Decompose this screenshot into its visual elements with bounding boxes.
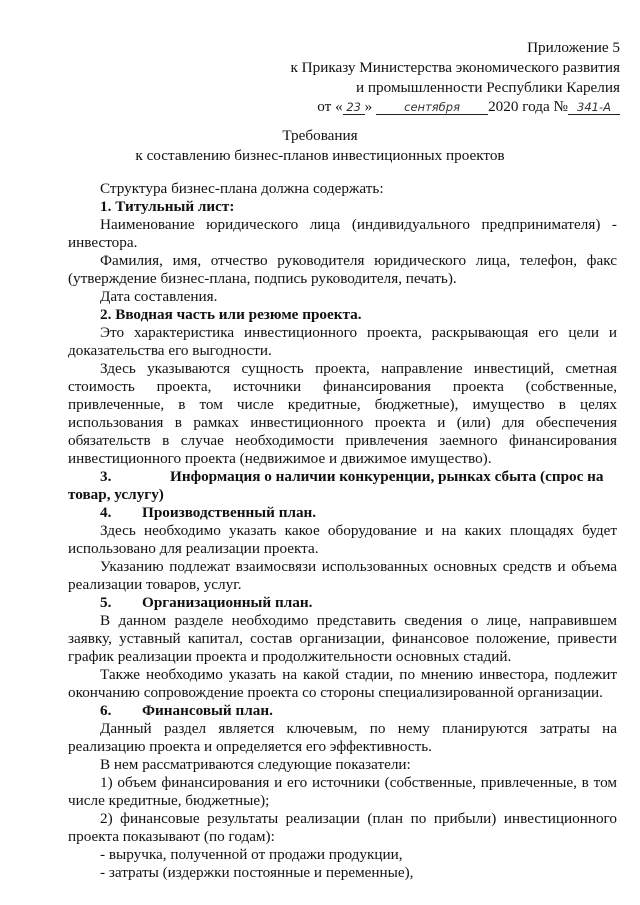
order-line-2: и промышленности Республики Карелия [356,79,620,96]
body-line: Также необходимо указать на какой стадии, по мнению инвестора, подлежит [100,666,617,683]
section-2-heading: 2. Вводная часть или резюме проекта. [100,306,362,323]
body-line: использования в рамках инвестиционного проекта и (или) для обеспечения [68,414,617,431]
section-3-number: 3. [100,468,112,485]
body-line: Здесь необходимо указать какое оборудование и на каких площадях будет [100,522,617,539]
body-line: Это характеристика инвестиционного проекта, раскрывающая его цели и [100,324,617,341]
body-line: стоимость проекта, источники финансирования проекта (собственные, [68,378,617,395]
section-1-heading: 1. Титульный лист: [100,198,235,215]
body-line: реализацию проекта и определяется его эффективность. [68,738,432,755]
date-mid: » [364,98,373,115]
body-line: (утверждение бизнес-плана, подпись руководителя, печать). [68,270,457,287]
handwritten-number: 341-А [568,100,620,115]
annex-label: Приложение 5 [527,39,620,56]
section-5-heading [100,594,617,612]
section-6-heading [100,702,617,720]
date-prefix: от « [317,98,343,115]
section-3-heading-cont: товар, услугу) [68,486,164,503]
body-line: реализации товаров, услуг. [68,576,242,593]
doc-title: Требования [282,127,358,144]
section-6-title: Финансовый план. [142,702,273,719]
section-4-title: Производственный план. [142,504,317,521]
list-item-cont: проекта показывают (по годам): [68,828,275,845]
list-item: 2) финансовые результаты реализации (план по прибыли) инвестиционного [100,810,617,827]
body-line: инвестиционного проекта (недвижимое и движимое имущество). [68,450,492,467]
list-item: 1) объем финансирования и его источники (собственные, привлеченные, в том [100,774,617,791]
body-line: В нем рассматриваются следующие показатели: [100,756,411,773]
handwritten-month: сентября [376,100,488,115]
section-5-number: 5. [100,594,112,611]
year-text: 2020 года № [488,98,568,115]
order-date-line [317,97,620,117]
doc-subtitle: к составлению бизнес-планов инвестиционных проектов [135,147,505,164]
list-item: - выручка, полученной от продажи продукции, [100,846,403,863]
body-line: Указанию подлежат взаимосвязи использованных основных средств и объема [100,558,617,575]
body-line: В данном разделе необходимо представить сведения о лице, направившем [100,612,617,629]
body-line: инвестора. [68,234,138,251]
section-3-title: Информация о наличии конкуренции, рынках сбыта (спрос на [170,468,604,485]
intro-line: Структура бизнес-плана должна содержать: [100,180,384,197]
handwritten-day: 23 [343,100,365,115]
body-line: Фамилия, имя, отчество руководителя юридического лица, телефон, факс [100,252,617,269]
body-line: график реализации проекта и продолжительности основных стадий. [68,648,512,665]
body-line: окончанию сопровождение проекта со стороны специализированной организации. [68,684,603,701]
section-5-title: Организационный план. [142,594,313,611]
body-line: привлеченные, в том числе кредитные, бюджетные), имущество в целях [68,396,617,413]
body-line: Данный раздел является ключевым, по нему планируются затраты на [100,720,617,737]
list-item: - затраты (издержки постоянные и переменные), [100,864,414,881]
body-line: обязательств в случае необходимости привлечения заемного финансирования [68,432,617,449]
section-3-heading [100,468,617,486]
order-line-1: к Приказу Министерства экономического развития [290,59,620,76]
section-4-heading [100,504,617,522]
section-4-number: 4. [100,504,112,521]
body-line: доказательства его выгодности. [68,342,272,359]
body-line: заявку, уставный капитал, состав организации, финансовое положение, привести [68,630,617,647]
section-6-number: 6. [100,702,112,719]
body-line: Здесь указываются сущность проекта, направление инвестиций, сметная [100,360,617,377]
body-line: использовано для реализации проекта. [68,540,319,557]
body-line: Наименование юридического лица (индивидуального предпринимателя) - [100,216,617,233]
body-line: Дата составления. [100,288,218,305]
list-item-cont: числе кредитные, бюджетные); [68,792,270,809]
